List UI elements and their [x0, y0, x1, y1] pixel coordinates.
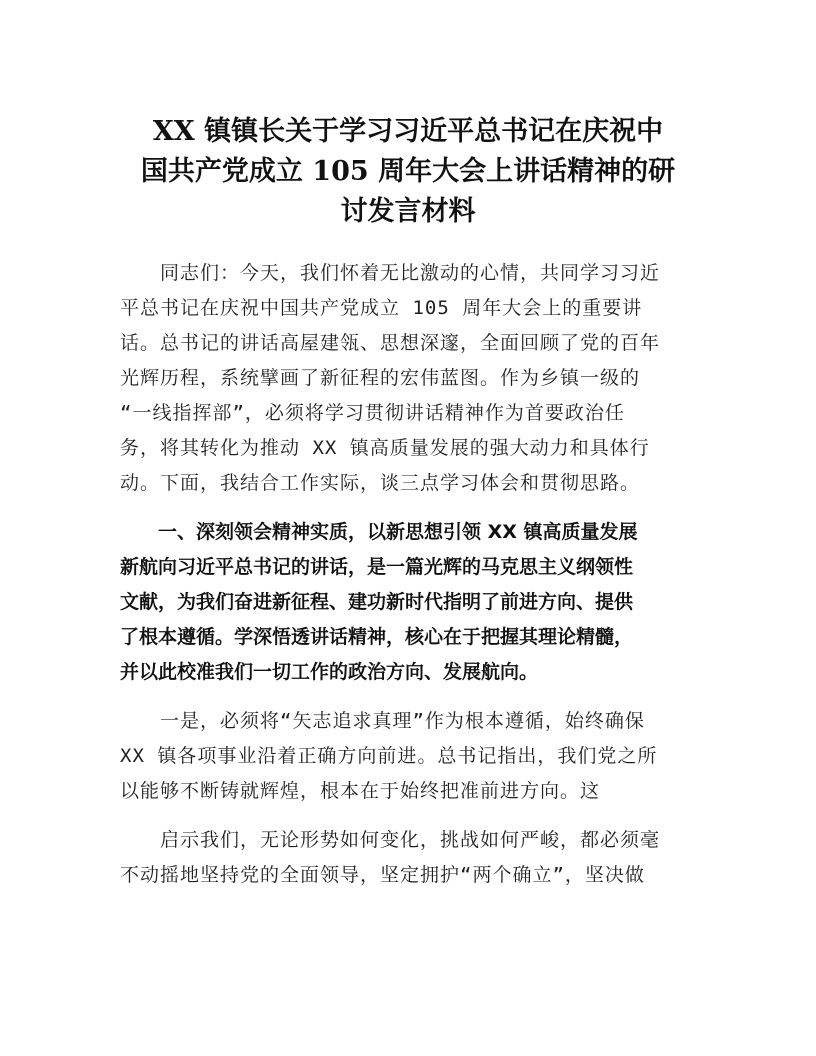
text-line: 一、深刻领会精神实质，以新思想引领 XX 镇高质量发展: [120, 521, 638, 543]
title-line: XX 镇镇长关于学习习近平总书记在庆祝中: [152, 116, 664, 147]
title-line: 国共产党成立 105 周年大会上讲话精神的研: [140, 156, 676, 187]
point-one-paragraph: [120, 704, 696, 809]
text-line: 文献，为我们奋进新征程、建功新时代指明了前进方向、提供: [120, 591, 634, 613]
document-page: [120, 112, 696, 907]
section-heading-paragraph: [120, 515, 696, 690]
text-line: 启示我们，无论形势如何变化，挑战如何严峻，都必须毫: [120, 829, 661, 851]
text-line: 并以此校准我们一切工作的政治方向、发展航向。: [120, 661, 539, 683]
text-line: 不动摇地坚持党的全面领导，坚定拥护“两个确立”，坚决做: [120, 864, 645, 886]
text-line: 动。下面，我结合工作实际，谈三点学习体会和贯彻思路。: [120, 472, 641, 494]
text-line: 一是，必须将“矢志追求真理”作为根本遵循，始终确保: [120, 710, 645, 732]
text-line: 新航向习近平总书记的讲话，是一篇光辉的马克思主义纲领性: [120, 556, 634, 578]
text-line: 光辉历程，系统擘画了新征程的宏伟蓝图。作为乡镇一级的: [120, 367, 641, 389]
document-title: [120, 112, 696, 232]
text-line: “一线指挥部”，必须将学习贯彻讲话精神作为首要政治任: [120, 402, 625, 424]
text-line: 平总书记在庆祝中国共产党成立 105 周年大会上的重要讲: [120, 297, 643, 319]
opening-paragraph: [120, 256, 696, 501]
text-line: 务，将其转化为推动 XX 镇高质量发展的强大动力和具体行: [120, 437, 650, 459]
text-line: XX 镇各项事业沿着正确方向前进。总书记指出，我们党之所: [120, 745, 658, 767]
text-line: 同志们：今天，我们怀着无比激动的心情，共同学习习近: [120, 262, 661, 284]
text-line: 了根本遵循。学深悟透讲话精神，核心在于把握其理论精髓，: [120, 626, 634, 648]
text-line: 以能够不断铸就辉煌，根本在于始终把准前进方向。这: [120, 780, 601, 802]
text-line: 话。总书记的讲话高屋建瓴、思想深邃，全面回顾了党的百年: [120, 332, 661, 354]
title-line: 讨发言材料: [340, 196, 476, 227]
continuation-paragraph: [120, 823, 696, 893]
